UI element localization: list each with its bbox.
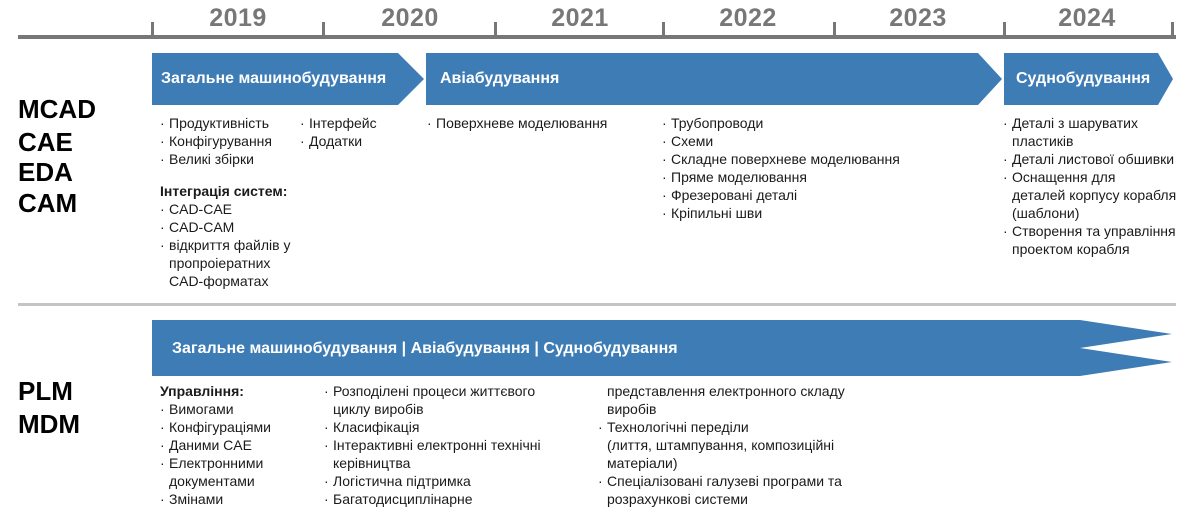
list-heading: Інтеграція систем: [160, 183, 288, 199]
list-item: · Оснащення для [1003, 168, 1176, 186]
list-general-features [160, 114, 290, 290]
list-item: · Розподілені процеси життєвого [324, 382, 541, 400]
list-item: CAD-форматах [169, 273, 269, 289]
list-item: · Деталі листової обшивки [1003, 150, 1176, 168]
list-item: розрахункові системи [607, 491, 748, 507]
list-item: пластиків [1012, 133, 1074, 149]
list-item: · CAD-CAE [160, 200, 290, 218]
list-item: · Пряме моделювання [662, 168, 900, 186]
category-label: EDA [18, 157, 73, 187]
list-item: керівництва [333, 455, 411, 471]
category-label: CAE [18, 127, 73, 157]
list-item: · Деталі з шаруватих [1003, 114, 1176, 132]
list-item: (шаблони) [1012, 205, 1080, 221]
list-plm-processes [324, 382, 541, 508]
list-heading: Управління: [160, 383, 244, 399]
category-label: MCAD [18, 94, 96, 124]
list-item: · Кріпильні шви [662, 204, 900, 222]
list-item: · Спеціалізовані галузеві програми та [598, 472, 845, 490]
year-label: 2021 [551, 4, 609, 32]
year-label: 2024 [1058, 4, 1116, 32]
list-item: · Логістична підтримка [324, 472, 541, 490]
year-label: 2022 [719, 4, 777, 32]
list-item: · відкриття файлів у [160, 236, 290, 254]
list-item: · Складне поверхневе моделювання [662, 150, 900, 168]
list-item: · CAD-CAM [160, 218, 290, 236]
banner-label-ship: Суднобудування [1016, 70, 1151, 87]
list-item: · Змінами [160, 490, 271, 508]
category-label: MDM [18, 409, 81, 439]
list-item: (лиття, штампування, композиційні [607, 437, 835, 453]
banner-label-aviation: Авіабудування [440, 70, 560, 87]
banner-label-general: Загальне машинобудування [161, 70, 387, 87]
list-item: · Великі збірки [160, 150, 290, 168]
list-item: · Інтерфейс [300, 114, 377, 132]
list-item: · Технологічні переділи [598, 418, 845, 436]
list-item: · Багатодисциплінарне [324, 490, 541, 508]
category-label: PLM [18, 376, 73, 406]
list-item: документами [169, 473, 255, 489]
list-item: · Трубопроводи [662, 114, 900, 132]
list-item: · Електронними [160, 454, 271, 472]
list-item: · Додатки [300, 132, 377, 150]
year-label: 2023 [889, 4, 947, 32]
list-item: · Класифікація [324, 418, 541, 436]
list-item: виробів [607, 401, 657, 417]
list-item: матеріали) [607, 455, 678, 471]
list-aviation-surface [427, 114, 607, 132]
list-item: представлення електронного складу [607, 383, 845, 399]
list-item: · Даними CAE [160, 436, 271, 454]
list-item: · Поверхневе моделювання [427, 114, 607, 132]
year-label: 2020 [381, 4, 439, 32]
list-item: · Конфігурування [160, 132, 290, 150]
list-plm-specialized [598, 382, 845, 508]
list-ship-features [1003, 114, 1176, 258]
list-general-extras [300, 114, 377, 150]
list-item: деталей корпусу корабля [1012, 187, 1177, 203]
list-item: · Продуктивність [160, 114, 290, 132]
list-item: пропроіератних [169, 255, 271, 271]
list-item: · Фрезеровані деталі [662, 186, 900, 204]
list-item: · Створення та управління [1003, 222, 1176, 240]
list-item: циклу виробів [333, 401, 424, 417]
list-plm-management [160, 382, 271, 508]
year-label: 2019 [209, 4, 267, 32]
banner-label-plm: Загальне машинобудування | Авіабудування | Суднобудування [172, 340, 678, 357]
list-item: · Схеми [662, 132, 900, 150]
list-item: · Конфігураціями [160, 418, 271, 436]
list-item: · Інтерактивні електронні технічні [324, 436, 541, 454]
list-item: проектом корабля [1012, 241, 1130, 257]
category-label: CAM [18, 188, 78, 218]
list-aviation-features [662, 114, 900, 222]
section-separator [18, 303, 1176, 306]
list-item: · Вимогами [160, 400, 271, 418]
